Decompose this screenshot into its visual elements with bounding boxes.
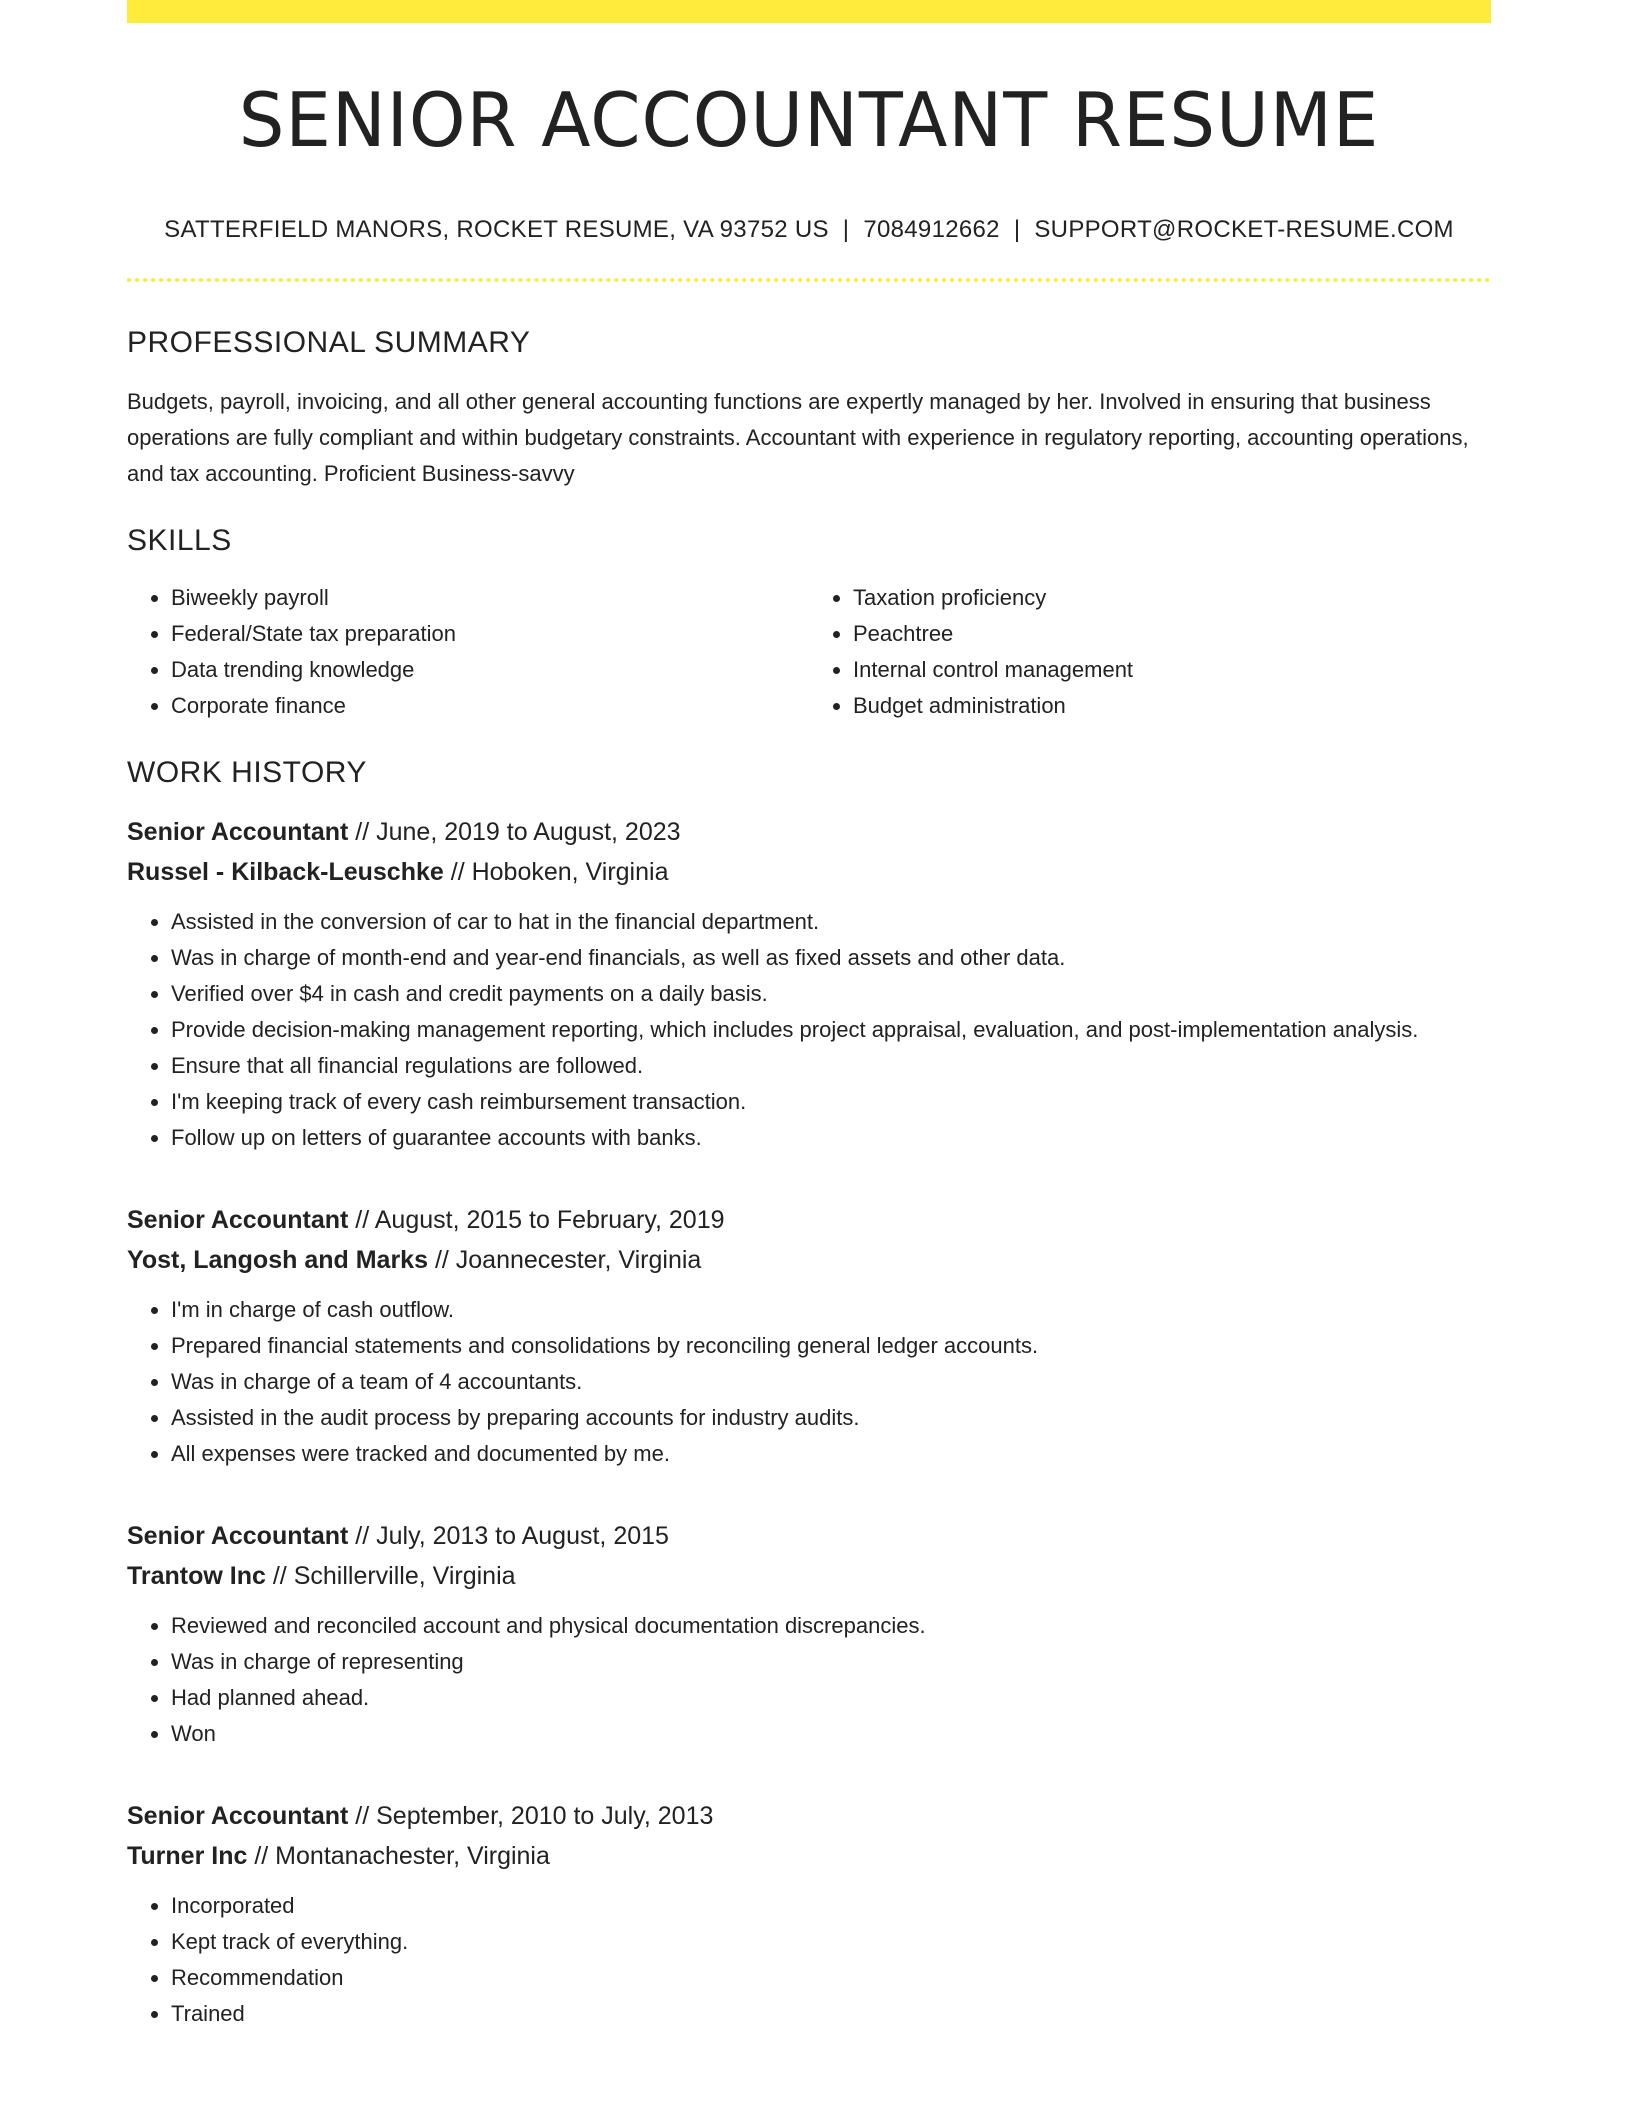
skill-item: • Budget administration — [853, 688, 1491, 724]
job-entry — [127, 1516, 1491, 1752]
job-company: Turner Inc — [127, 1841, 248, 1870]
skills-heading: SKILLS — [127, 523, 232, 557]
job-bullet: • I'm keeping track of every cash reimbursement transaction. — [171, 1084, 1491, 1120]
skill-item: • Federal/State tax preparation — [171, 616, 809, 652]
skills-list-right — [809, 580, 1491, 724]
job-title-line — [127, 1796, 1491, 1836]
job-company: Trantow Inc — [127, 1561, 266, 1590]
summary-text: Budgets, payroll, invoicing, and all other general accounting functions are expertly managed by her. Involved in ensuring that business operations are fully compliant and within budgetary constraints. Accountant with experience in regulatory reporting, accounting operations, and tax accounting. Proficient Business-savvy — [127, 388, 1469, 486]
skills-columns — [127, 580, 1491, 724]
job-entry — [127, 812, 1491, 1156]
job-title-line — [127, 1200, 1491, 1240]
job-dates: // July, 2013 to August, 2015 — [355, 1521, 669, 1550]
job-bullets — [127, 1608, 1491, 1752]
page-title: SENIOR ACCOUNTANT RESUME — [238, 76, 1380, 164]
job-title: Senior Accountant — [127, 1205, 349, 1234]
job-bullet: • Kept track of everything. — [171, 1924, 1491, 1960]
job-dates: // June, 2019 to August, 2023 — [355, 817, 681, 846]
job-title-line — [127, 1516, 1491, 1556]
job-bullet: • Reviewed and reconciled account and physical documentation discrepancies. — [171, 1608, 1491, 1644]
job-bullet: • Prepared financial statements and consolidations by reconciling general ledger accounts. — [171, 1328, 1491, 1364]
job-location: // Hoboken, Virginia — [450, 857, 669, 886]
job-entry — [127, 1796, 1491, 2032]
job-bullet: • All expenses were tracked and documented by me. — [171, 1436, 1491, 1472]
skill-item: • Biweekly payroll — [171, 580, 809, 616]
skill-item: • Taxation proficiency — [853, 580, 1491, 616]
job-title-line — [127, 812, 1491, 852]
job-company: Russel - Kilback-Leuschke — [127, 857, 444, 886]
job-dates: // September, 2010 to July, 2013 — [355, 1801, 714, 1830]
contact-line — [127, 216, 1491, 244]
dotted-divider — [127, 278, 1491, 282]
job-entry — [127, 1200, 1491, 1472]
job-company: Yost, Langosh and Marks — [127, 1245, 428, 1274]
work-history-heading: WORK HISTORY — [127, 755, 367, 789]
job-bullet: • Ensure that all financial regulations are followed. — [171, 1048, 1491, 1084]
job-location: // Joannecester, Virginia — [434, 1245, 702, 1274]
skill-item: • Internal control management — [853, 652, 1491, 688]
job-bullet: • Had planned ahead. — [171, 1680, 1491, 1716]
summary-heading: PROFESSIONAL SUMMARY — [127, 325, 531, 359]
job-bullets — [127, 904, 1491, 1156]
job-bullet: • Assisted in the audit process by preparing accounts for industry audits. — [171, 1400, 1491, 1436]
job-bullet: • Verified over $4 in cash and credit payments on a daily basis. — [171, 976, 1491, 1012]
job-company-line — [127, 1836, 1491, 1876]
job-title: Senior Accountant — [127, 817, 349, 846]
job-title: Senior Accountant — [127, 1521, 349, 1550]
job-bullets — [127, 1888, 1491, 2032]
contact-phone: 7084912662 — [863, 215, 1000, 243]
contact-email: SUPPORT@ROCKET-RESUME.COM — [1034, 215, 1454, 243]
skill-item: • Corporate finance — [171, 688, 809, 724]
skills-list-left — [127, 580, 809, 724]
contact-address: SATTERFIELD MANORS, ROCKET RESUME, VA 93752 US — [164, 215, 829, 243]
resume-page — [127, 0, 1491, 2032]
job-bullet: • Trained — [171, 1996, 1491, 2032]
job-bullet: • Provide decision-making management reporting, which includes project appraisal, evaluation, and post-implementation analysis. — [171, 1012, 1491, 1048]
job-location: // Montanachester, Virginia — [254, 1841, 550, 1870]
job-bullet: • Won — [171, 1716, 1491, 1752]
job-bullet: • Follow up on letters of guarantee accounts with banks. — [171, 1120, 1491, 1156]
job-company-line — [127, 852, 1491, 892]
skill-item: • Data trending knowledge — [171, 652, 809, 688]
job-company-line — [127, 1556, 1491, 1596]
job-bullet: • Was in charge of month-end and year-end financials, as well as fixed assets and other data. — [171, 940, 1491, 976]
top-accent-bar — [127, 0, 1491, 23]
job-bullets — [127, 1292, 1491, 1472]
contact-separator: | — [842, 215, 850, 243]
job-bullet: • Recommendation — [171, 1960, 1491, 1996]
job-title: Senior Accountant — [127, 1801, 349, 1830]
job-bullet: • I'm in charge of cash outflow. — [171, 1292, 1491, 1328]
job-bullet: • Was in charge of a team of 4 accountants. — [171, 1364, 1491, 1400]
skill-item: • Peachtree — [853, 616, 1491, 652]
contact-separator: | — [1013, 215, 1021, 243]
job-dates: // August, 2015 to February, 2019 — [355, 1205, 725, 1234]
job-bullet: • Incorporated — [171, 1888, 1491, 1924]
job-bullet: • Was in charge of representing — [171, 1644, 1491, 1680]
job-bullet: • Assisted in the conversion of car to hat in the financial department. — [171, 904, 1491, 940]
job-location: // Schillerville, Virginia — [272, 1561, 516, 1590]
job-company-line — [127, 1240, 1491, 1280]
